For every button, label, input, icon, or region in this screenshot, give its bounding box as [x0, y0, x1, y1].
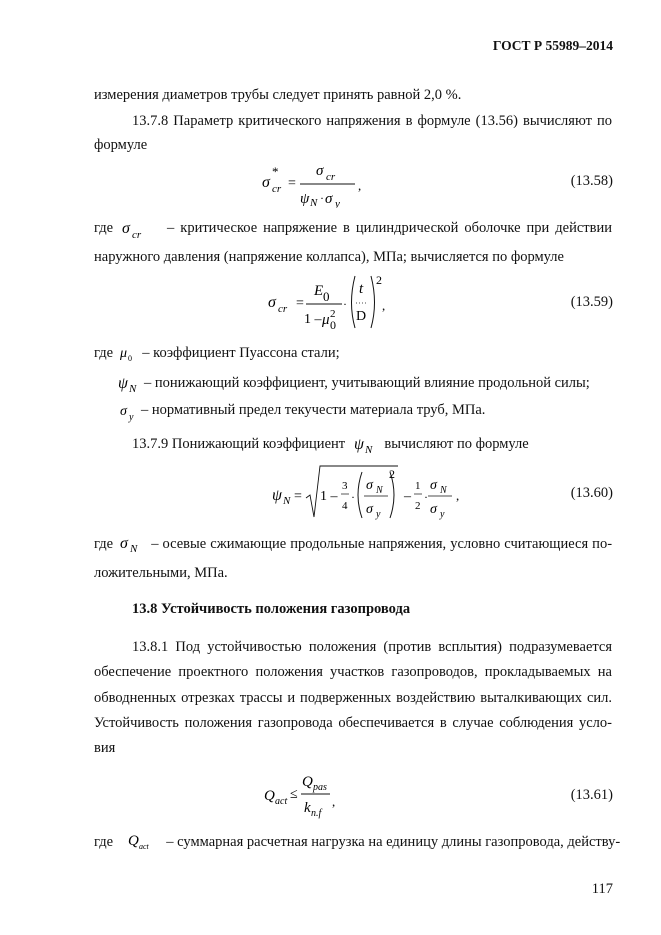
definition-q-act [94, 833, 621, 851]
svg-text:σ: σ [366, 478, 373, 493]
svg-text:N: N [376, 485, 383, 496]
svg-text:N: N [365, 444, 373, 456]
svg-text:ψ: ψ [118, 375, 128, 392]
svg-text:σ: σ [325, 191, 333, 207]
svg-text:1: 1 [415, 480, 421, 492]
where-label: где [94, 220, 114, 236]
svg-text:=: = [296, 296, 304, 311]
svg-text:·: · [424, 490, 428, 504]
paragraph-13-8-1-line4: Устойчивость положения газопровода обеспечивается в случае соблюдения усло- [94, 715, 612, 731]
svg-text:cr: cr [278, 303, 288, 315]
paragraph-13-8-1-line2: обеспечение проектного положения участков газопроводов, прокладываемых на [94, 664, 612, 680]
svg-text:=: = [288, 176, 296, 191]
paragraph-13-7-8-line1: 13.7.8 Параметр критического напряжения в формуле (13.56) вычисляют по [132, 113, 612, 129]
definition-text: – коэффициент Пуассона стали; [142, 345, 340, 361]
section-heading: 13.8 Устойчивость положения газопровода [132, 601, 411, 617]
paragraph-13-8-1-line1: 13.8.1 Под устойчивостью положения (против всплытия) подразумевается [132, 639, 612, 655]
symbol-psi-n-inline [352, 433, 380, 457]
equation-number-13-61: (13.61) [570, 787, 613, 803]
svg-text:·: · [320, 191, 324, 205]
symbol-sigma-y [118, 400, 142, 424]
definition-sigma-n-line2: ложительными, МПа. [94, 565, 228, 581]
svg-text:N: N [130, 543, 138, 555]
symbol-q-act [126, 829, 160, 853]
svg-text:σ: σ [120, 404, 127, 419]
symbol-mu0 [118, 343, 138, 365]
svg-text:σ: σ [366, 502, 373, 517]
svg-text:,: , [332, 794, 336, 809]
svg-text:*: * [272, 164, 279, 179]
svg-text:N: N [310, 197, 318, 208]
where-label: где [94, 536, 114, 552]
definition-sigma-n-line1 [94, 535, 612, 553]
equation-number-13-60: (13.60) [570, 485, 613, 501]
svg-text:ψ: ψ [300, 191, 310, 207]
svg-text:pas: pas [313, 782, 327, 793]
svg-text:,: , [358, 178, 362, 193]
svg-text:μ: μ [120, 346, 128, 361]
svg-text:y: y [129, 412, 134, 423]
svg-text:Q: Q [302, 774, 313, 790]
formula-13-61 [262, 764, 352, 822]
svg-text:0: 0 [323, 289, 330, 304]
formula-13-60 [270, 462, 470, 524]
formula-13-59 [262, 270, 392, 332]
svg-text:σ: σ [120, 535, 128, 552]
definition-sigma-cr-line1 [94, 219, 612, 237]
where-label: где [94, 345, 114, 361]
definition-sigma-cr-line2: наружного давления (напряжение коллапса), МПа; вычисляется по формуле [94, 249, 564, 265]
svg-text:2: 2 [389, 467, 395, 481]
svg-text:,: , [382, 298, 386, 313]
svg-text:E: E [314, 283, 324, 299]
svg-text:D: D [356, 309, 367, 324]
svg-text:4: 4 [342, 500, 348, 512]
svg-text:1 –: 1 – [320, 489, 338, 504]
paragraph-text-pre: 13.7.9 Понижающий коэффициент [132, 436, 346, 452]
svg-text:σ: σ [262, 174, 270, 191]
svg-text:n.f: n.f [311, 808, 322, 819]
svg-text:σ: σ [268, 294, 276, 311]
symbol-sigma-cr [120, 216, 150, 242]
svg-text:·: · [351, 490, 355, 504]
svg-text:σ: σ [430, 478, 437, 493]
where-label: где [94, 834, 114, 850]
document-code: ГОСТ Р 55989–2014 [492, 38, 613, 53]
definition-sigma-y: – нормативный предел текучести материала труб, МПа. [141, 402, 486, 418]
svg-text:ψ: ψ [272, 487, 282, 504]
svg-text:≤: ≤ [290, 787, 298, 802]
svg-text:=: = [294, 489, 302, 504]
svg-text:cr: cr [132, 229, 142, 241]
svg-text:N: N [440, 485, 447, 496]
symbol-psi-n [116, 372, 142, 396]
svg-text:0: 0 [330, 318, 336, 332]
equation-number-13-58: (13.58) [570, 173, 613, 189]
symbol-sigma-n [118, 532, 148, 556]
svg-text:y: y [335, 198, 340, 208]
svg-text:2: 2 [415, 500, 421, 512]
svg-text:σ: σ [122, 220, 130, 237]
svg-text:cr: cr [326, 171, 336, 183]
paragraph-13-7-9 [132, 435, 529, 453]
equation-number-13-59: (13.59) [570, 294, 613, 310]
svg-text:t: t [359, 281, 364, 297]
svg-text:k: k [304, 800, 311, 816]
svg-text:σ: σ [316, 163, 324, 179]
svg-text:cr: cr [272, 183, 282, 195]
svg-text:,: , [456, 488, 460, 503]
svg-text:–: – [404, 489, 411, 504]
svg-text:ψ: ψ [354, 436, 364, 453]
svg-text:y: y [440, 509, 445, 520]
paragraph-continuation: измерения диаметров трубы следует принять равной 2,0 %. [94, 87, 462, 103]
svg-text:N: N [129, 383, 137, 395]
svg-text:N: N [283, 495, 291, 507]
definition-text: – осевые сжимающие продольные напряжения, условно считающиеся по- [151, 536, 613, 552]
svg-text:1 –: 1 – [304, 312, 322, 327]
definition-text: – суммарная расчетная нагрузка на единицу длины газопровода, действу- [166, 834, 621, 850]
paragraph-13-8-1-line5: вия [94, 740, 116, 756]
page-number: 117 [591, 881, 613, 897]
svg-text:y: y [376, 509, 381, 520]
definition-text: – критическое напряжение в цилиндрической оболочке при действии [167, 220, 613, 236]
svg-text:·: · [343, 297, 347, 311]
svg-text:act: act [139, 842, 149, 851]
svg-text:0: 0 [128, 354, 132, 363]
svg-text:Q: Q [128, 833, 139, 849]
definition-psi-n: – понижающий коэффициент, учитывающий влияние продольной силы; [144, 375, 590, 391]
paragraph-13-8-1-line3: обводненных отрезках трассы и подверженных воздействию выталкивающих сил. [94, 690, 612, 706]
svg-text:μ: μ [322, 312, 330, 328]
svg-text:Q: Q [264, 788, 275, 804]
svg-text:2: 2 [330, 308, 336, 320]
svg-text:σ: σ [430, 502, 437, 517]
svg-text:3: 3 [342, 480, 348, 492]
paragraph-text-post: вычисляют по формуле [384, 436, 529, 452]
formula-13-58 [258, 160, 368, 208]
paragraph-13-7-8-line2: формуле [94, 137, 148, 153]
svg-text:act: act [275, 796, 288, 807]
svg-text:2: 2 [376, 273, 382, 287]
